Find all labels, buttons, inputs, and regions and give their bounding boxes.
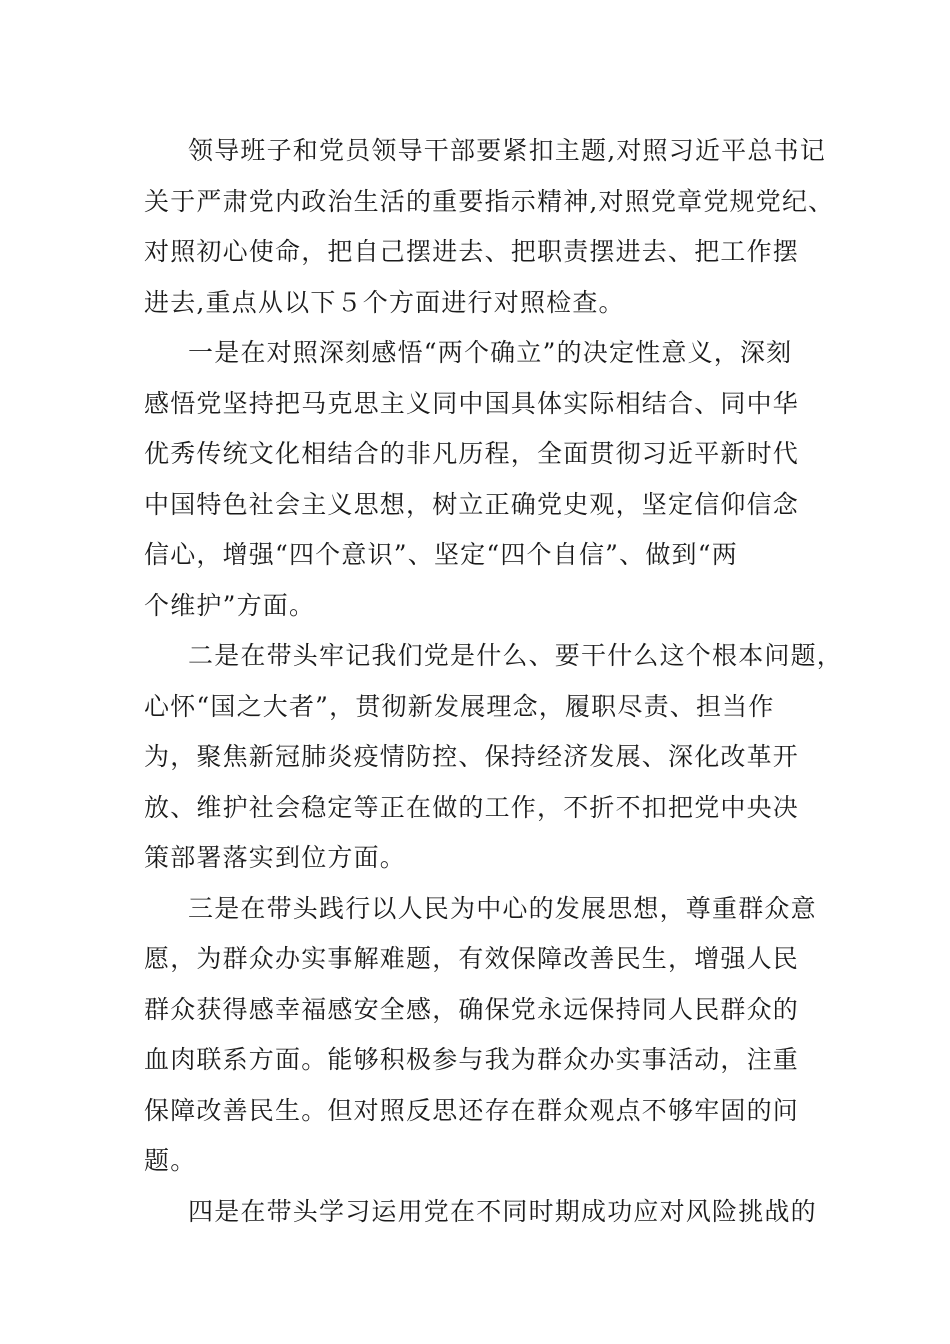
text-line: 为，聚焦新冠肺炎疫情防控、保持经济发展、深化改革开 [144,742,800,771]
text-line: 群众获得感幸福感安全感，确保党永远保持同人民群众的 [144,994,800,1024]
paragraph-point-two [144,631,844,884]
text-line: 领导班子和党员领导干部要紧扣主题,对照习近平总书记 [188,136,826,165]
text-line: 愿，为群众办实事解难题，有效保障改善民生，增强人民 [144,944,800,973]
paragraph-intro [144,126,835,328]
paragraph-point-one [144,328,808,631]
text-line: 心怀“国之大者”，贯彻新发展理念，履职尽责、担当作 [144,691,775,721]
paragraph-point-four [144,1187,817,1238]
text-line: 中国特色社会主义思想，树立正确党史观，坚定信仰信念 [144,489,800,519]
text-line: 放、维护社会稳定等正在做的工作，不折不扣把党中央决 [144,792,800,822]
text-line: 题。 [144,1146,197,1175]
text-line: 进去,重点从以下５个方面进行对照检查。 [144,287,625,317]
text-line: 个维护”方面。 [144,590,316,620]
document-body [144,126,844,1237]
text-line: 关于严肃党内政治生活的重要指示精神,对照党章党规党纪、 [144,186,835,216]
text-line: 优秀传统文化相结合的非凡历程，全面贯彻习近平新时代 [144,439,800,468]
text-line: 感悟党坚持把马克思主义同中国具体实际相结合、同中华 [144,388,800,418]
text-line: 三是在带头践行以人民为中心的发展思想，尊重群众意 [188,893,817,923]
text-line: 二是在带头牢记我们党是什么、要干什么这个根本问题， [188,641,844,670]
text-line: 血肉联系方面。能够积极参与我为群众办实事活动，注重 [144,1045,800,1074]
text-line: 对照初心使命，把自己摆进去、把职责摆进去、把工作摆 [144,237,800,266]
text-line: 保障改善民生。但对照反思还存在群众观点不够牢固的问 [144,1095,800,1125]
text-line: 四是在带头学习运用党在不同时期成功应对风险挑战的 [188,1196,817,1226]
text-line: 一是在对照深刻感悟“两个确立”的决定性意义，深刻 [188,338,793,367]
text-line: 信心，增强“四个意识”、坚定“四个自信”、做到“两 [144,540,738,569]
paragraph-point-three [144,884,817,1187]
text-line: 策部署落实到位方面。 [144,843,407,872]
